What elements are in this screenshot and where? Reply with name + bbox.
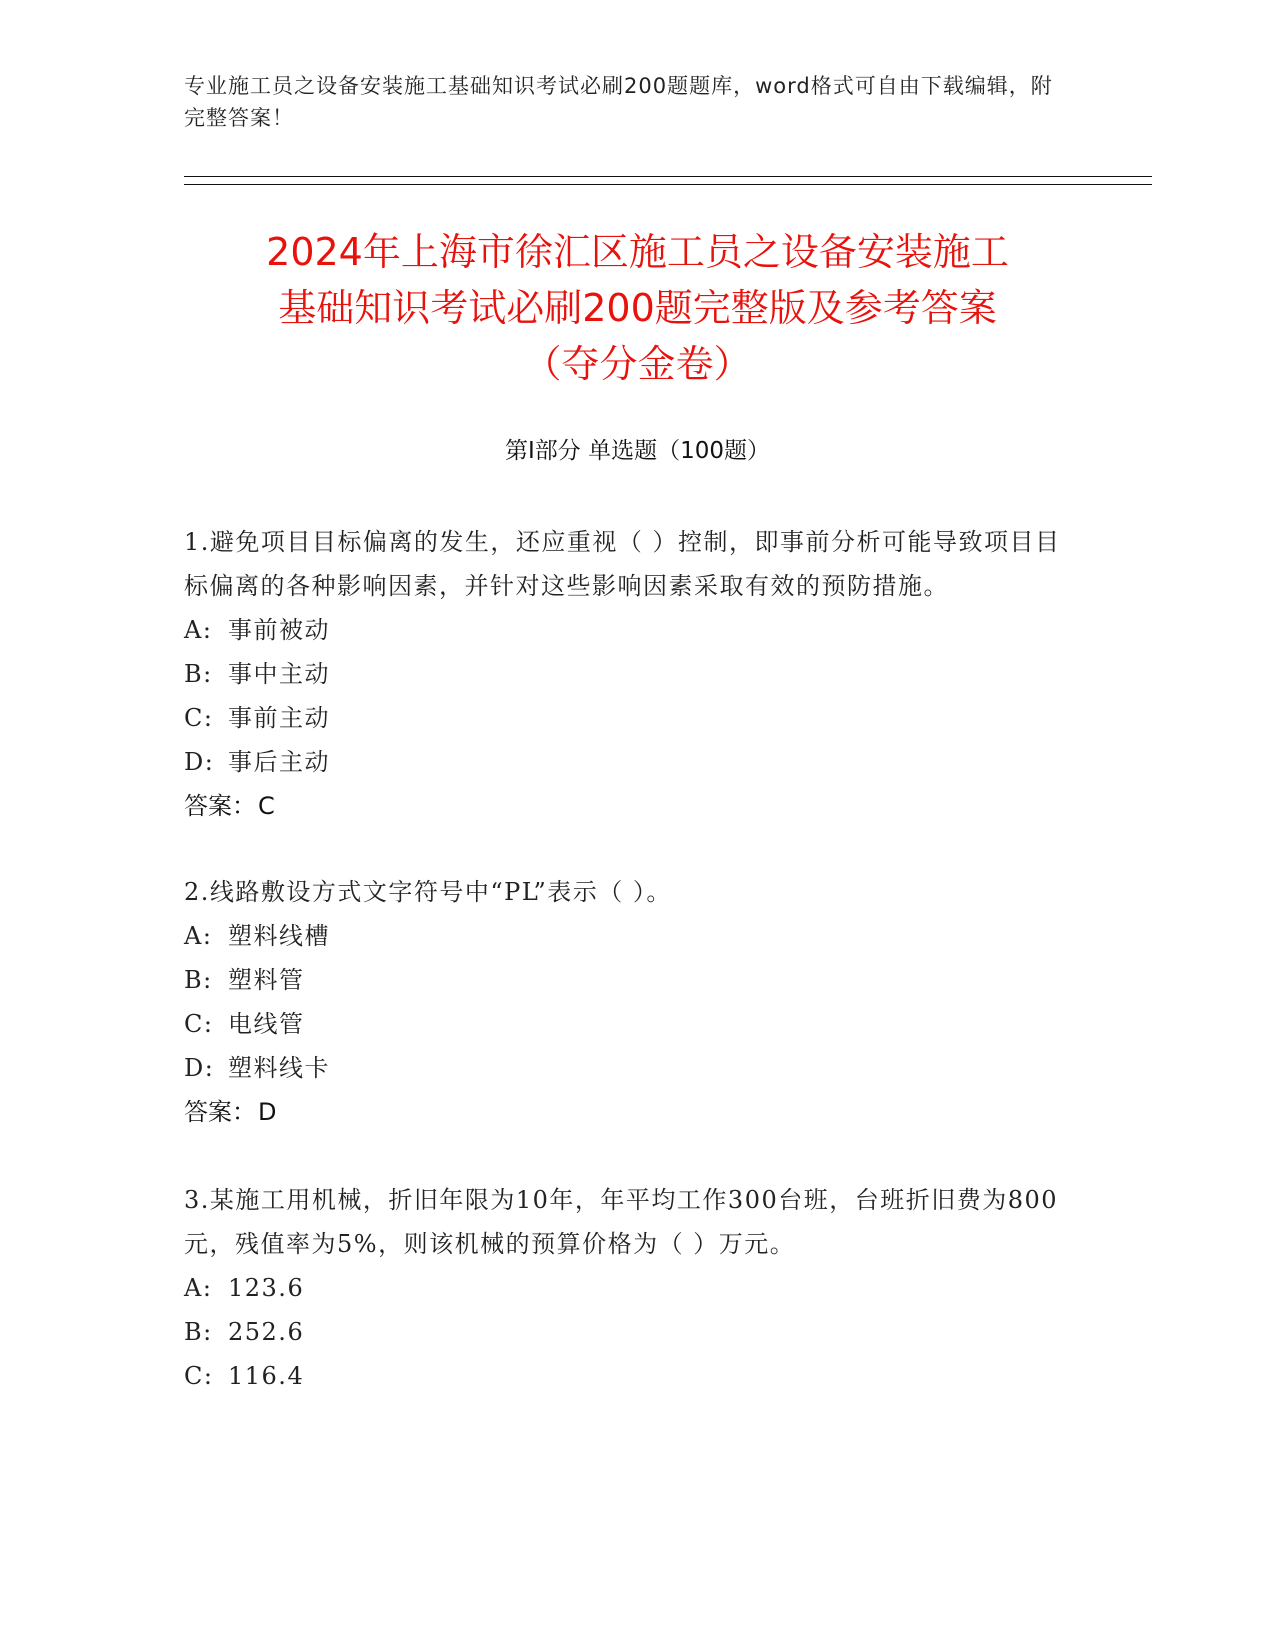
question-2 bbox=[184, 870, 1074, 1134]
option-b bbox=[184, 652, 1074, 696]
option-key: A: bbox=[184, 1274, 213, 1302]
document-title-line-3: （夺分金卷） bbox=[523, 342, 752, 386]
header-rule-top bbox=[184, 176, 1152, 177]
answer-line bbox=[184, 1090, 1074, 1134]
question-stem: 2.线路敷设方式文字符号中“PL”表示（ ）。 bbox=[184, 878, 672, 906]
option-key: B: bbox=[184, 660, 213, 688]
option-text: 事前被动 bbox=[228, 616, 330, 644]
option-b bbox=[184, 1310, 1074, 1354]
question-spacer bbox=[184, 1134, 1074, 1178]
option-d bbox=[184, 740, 1074, 784]
answer-label: 答案： bbox=[184, 1098, 256, 1126]
header-rule-bottom bbox=[184, 184, 1152, 185]
question-stem: 1.避免项目目标偏离的发生，还应重视（ ）控制，即事前分析可能导致项目目标偏离的各种影响因素，并针对这些影响因素采取有效的预防措施。 bbox=[184, 528, 1061, 600]
question-stem: 3.某施工用机械，折旧年限为10年，年平均工作300台班，台班折旧费为800元，残值率为5%，则该机械的预算价格为（ ）万元。 bbox=[184, 1186, 1059, 1258]
option-key: D: bbox=[184, 748, 215, 776]
answer-value: D bbox=[258, 1098, 277, 1126]
option-text: 116.4 bbox=[228, 1362, 305, 1390]
option-key: C: bbox=[184, 704, 214, 732]
option-key: C: bbox=[184, 1362, 214, 1390]
document-title bbox=[150, 224, 1125, 392]
option-c bbox=[184, 1354, 1074, 1398]
option-a bbox=[184, 608, 1074, 652]
option-a bbox=[184, 1266, 1074, 1310]
question-1 bbox=[184, 520, 1074, 828]
option-text: 事后主动 bbox=[228, 748, 330, 776]
answer-label: 答案： bbox=[184, 792, 256, 820]
option-text: 事中主动 bbox=[228, 660, 330, 688]
option-key: A: bbox=[184, 616, 213, 644]
option-a bbox=[184, 914, 1074, 958]
option-key: B: bbox=[184, 1318, 213, 1346]
question-list bbox=[184, 520, 1074, 1398]
question-3 bbox=[184, 1178, 1074, 1398]
option-text: 252.6 bbox=[228, 1318, 305, 1346]
option-key: C: bbox=[184, 1010, 214, 1038]
option-text: 电线管 bbox=[228, 1010, 305, 1038]
option-text: 塑料管 bbox=[228, 966, 305, 994]
option-key: B: bbox=[184, 966, 213, 994]
option-d bbox=[184, 1046, 1074, 1090]
option-text: 塑料线卡 bbox=[228, 1054, 330, 1082]
document-title-line-1: 2024年上海市徐汇区施工员之设备安装施工 bbox=[266, 230, 1009, 274]
answer-line bbox=[184, 784, 1074, 828]
document-title-line-2: 基础知识考试必刷200题完整版及参考答案 bbox=[278, 286, 997, 330]
option-text: 123.6 bbox=[228, 1274, 305, 1302]
option-b bbox=[184, 958, 1074, 1002]
answer-value: C bbox=[258, 792, 275, 820]
option-key: D: bbox=[184, 1054, 215, 1082]
option-text: 塑料线槽 bbox=[228, 922, 330, 950]
option-c bbox=[184, 696, 1074, 740]
option-text: 事前主动 bbox=[228, 704, 330, 732]
header-note: 专业施工员之设备安装施工基础知识考试必刷200题题库，word格式可自由下载编辑，附完整答案！ bbox=[184, 74, 1053, 130]
option-key: A: bbox=[184, 922, 213, 950]
option-c bbox=[184, 1002, 1074, 1046]
question-spacer bbox=[184, 828, 1074, 870]
section-title: 第Ⅰ部分 单选题（100题） bbox=[505, 438, 770, 464]
